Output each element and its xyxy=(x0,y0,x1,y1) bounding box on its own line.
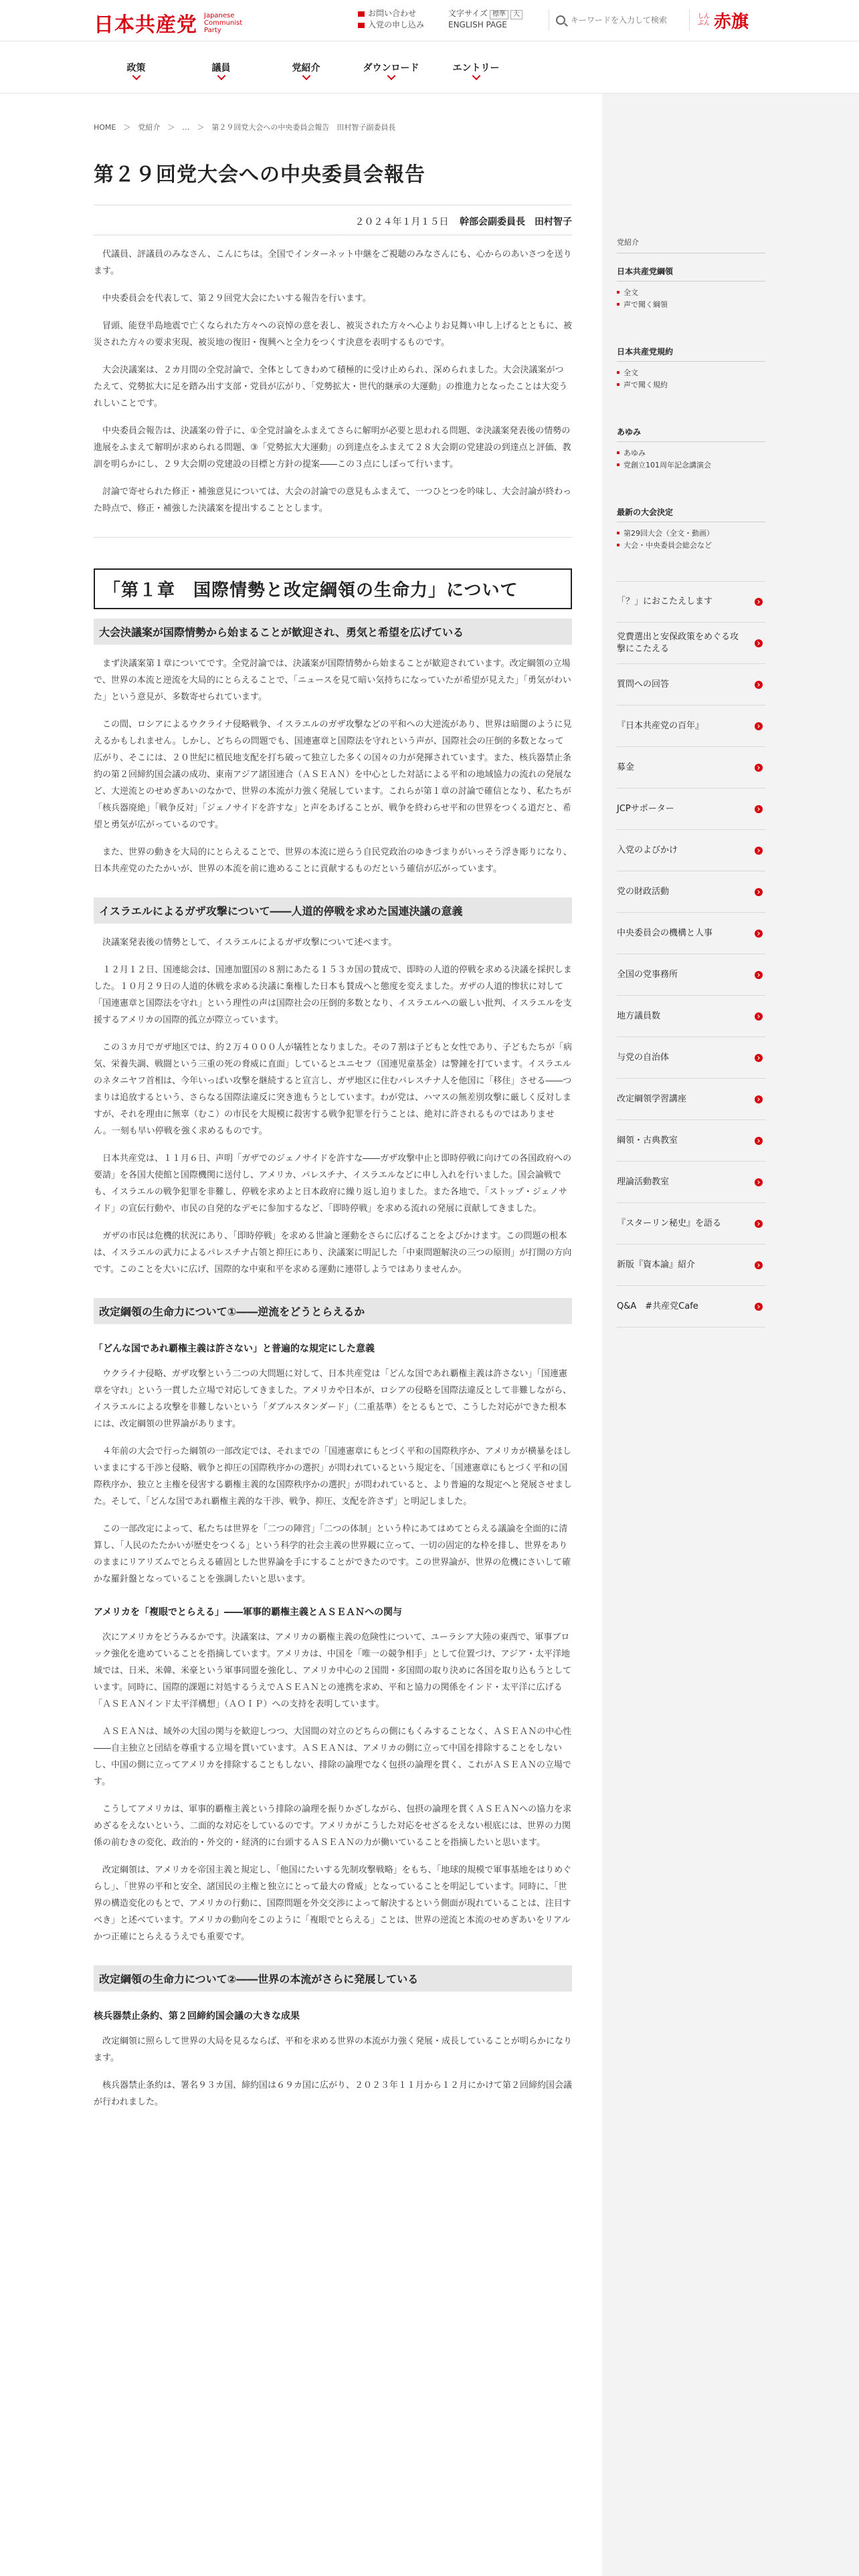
link-label: 党の財政活動 xyxy=(617,886,670,897)
sidebar-link[interactable]: 全文 xyxy=(617,367,765,379)
logo-text: 日本共産党 xyxy=(94,13,197,37)
sidebar-section-title[interactable]: 日本共産党綱領 xyxy=(617,265,765,282)
english-page-link[interactable]: ENGLISH PAGE xyxy=(448,20,507,29)
chapter-heading: 「第１章 国際情勢と改定綱領の生命力」について xyxy=(94,568,572,609)
contact-label: お問い合わせ xyxy=(368,9,417,18)
section-heading: 改定綱領の生命力について②――世界の本流がさらに発展している xyxy=(94,1965,572,1992)
link-label: 地方議員数 xyxy=(617,1010,661,1021)
chevron-right-icon xyxy=(755,1220,763,1228)
paragraph: ＡＳＥＡＮは、域外の大国の関与を歓迎しつつ、大国間の対立のどちらの側にもくみすることなく、ＡＳＥＡＮの中心性――自主独立と団結を尊重する立場を貫いています。ＡＳＥＡＮは、アメリカの側に立って中国を排除することをしないし、中国の側に立ってアメリカを排除することもしない、排除の論理でなく包摂の論理を貫く、これがＡＳＥＡＮの立場です。 xyxy=(94,1727,572,1787)
sidebar-link-item[interactable] xyxy=(617,1079,765,1120)
sidebar-link-item[interactable] xyxy=(617,664,765,706)
paragraph: また、世界の動きを大局的にとらえることで、世界の本流に逆らう自民党政治のゆきづまりがいっそう浮き彫りになり、日本共産党のたたかいが、世界の本流を前に進めることに貢献するものだという確信が広がっています。 xyxy=(94,847,572,874)
sidebar-section-title[interactable]: 最新の大会決定 xyxy=(617,506,765,522)
logo-sub-line: Communist xyxy=(204,19,243,27)
sidebar-link-item[interactable] xyxy=(617,1037,765,1079)
chevron-right-icon xyxy=(755,681,763,689)
font-size-control xyxy=(448,8,522,31)
page-title: 第２９回党大会への中央委員会報告 xyxy=(94,163,425,187)
link-label: 入党のよびかけ xyxy=(617,845,678,855)
paragraph: この３カ月でガザ地区では、約２万４０００人が犠牲となりました。その７割は子どもと女性であり、子どもたちが「病気、栄養失調、戦闘という三重の死の脅威に直面」しているとユニセフ（国連児童基金）は警鐘を打ています。イスラエルのネタニヤフ首相は、今年いっぱい攻撃を継続すると宣言し、ガザ地区に住むパレスチナ人を他国に「移住」させる――つまりは追放するという、さらなる国際法違反に突き進もうとしています。わが党は、ハマスの無差別攻撃に厳しく反対しますが、それを理由に無辜（むこ）の市民を大規模に殺害する戦争犯罪を行うことは、絶対に許されるものではありません。一刻も早い停戦を強く求めるものです。 xyxy=(94,1043,573,1136)
paragraph: 改定綱領に照らして世界の大局を見るならば、平和を求める世界の本流が力強く発展・成長していることが明らかになります。 xyxy=(94,2036,573,2063)
breadcrumb[interactable]: HOME ＞ 党紹介 ＞ … ＞ 第２９回党大会への中央委員会報告 田村智子副委員長 xyxy=(94,123,396,132)
sidebar-link[interactable]: 大会・中央委員会総会など xyxy=(617,540,765,552)
chevron-right-icon xyxy=(755,971,763,979)
paragraph: 核兵器禁止条約は、署名９３カ国、締約国は６９カ国に広がり、２０２３年１１月から１２月にかけて第２回締約国会議が行われました。 xyxy=(94,2080,573,2107)
sidebar-link[interactable]: 第29回大会（全文・動画） xyxy=(617,528,765,540)
chevron-right-icon xyxy=(755,1178,763,1186)
sidebar xyxy=(617,94,765,1327)
sidebar-link-item[interactable] xyxy=(617,1245,765,1286)
font-size-standard-button[interactable]: 標準 xyxy=(490,10,508,19)
sidebar-section xyxy=(617,346,765,391)
paragraph: こうしてアメリカは、軍事的覇権主義という排除の論理を振りかざしながら、包摂の論理を貫くＡＳＥＡＮへの協力を求めざるをえないという、二面的な対応をしているのです。アメリカがこうした対応をせざるをえない根底には、世界の力関係の前むきの変化、政治的・外交的・経済的に台頭するＡＳＥＡＮの力が働いていることを指摘したいと思います。 xyxy=(94,1804,572,1848)
main-content xyxy=(94,94,572,2111)
sidebar-link-item[interactable] xyxy=(617,706,765,747)
sidebar-link-item[interactable] xyxy=(617,871,765,913)
chevron-right-icon xyxy=(755,1012,763,1021)
logo-sub-line: Japanese xyxy=(204,11,235,19)
mail-icon xyxy=(358,11,365,17)
sidebar-heading: 党紹介 xyxy=(617,237,765,253)
section-heading: イスラエルによるガザ攻撃について――人道的停戦を求めた国連決議の意義 xyxy=(94,897,572,924)
chevron-right-icon xyxy=(755,598,763,606)
section-heading: 大会決議案が国際情勢から始まることが歓迎され、勇気と希望を広げている xyxy=(94,619,572,645)
sidebar-link-item[interactable] xyxy=(617,996,765,1037)
sidebar-section-title[interactable]: 日本共産党規約 xyxy=(617,346,765,362)
article-meta xyxy=(94,215,572,228)
sidebar-link[interactable]: 声で聞く綱領 xyxy=(617,299,765,311)
sidebar-link-item[interactable] xyxy=(617,1286,765,1327)
paragraph: 中央委員会を代表して、第２９回党大会にたいする報告を行います。 xyxy=(102,294,371,304)
link-label: 新版『資本論』紹介 xyxy=(617,1259,696,1270)
sidebar-section xyxy=(617,426,765,471)
chevron-right-icon xyxy=(755,888,763,896)
sidebar-link-list xyxy=(617,581,765,1327)
sidebar-link-item[interactable] xyxy=(617,788,765,830)
sidebar-section xyxy=(617,265,765,311)
mail-icon xyxy=(358,23,365,28)
subsection-heading: アメリカを「複眼でとらえる」――軍事的覇権主義とＡＳＥＡＮへの関与 xyxy=(94,1607,403,1618)
sidebar-link-item[interactable] xyxy=(617,830,765,871)
chevron-right-icon xyxy=(755,1095,763,1103)
sidebar-link-item[interactable] xyxy=(617,1120,765,1162)
nav-about[interactable]: 党紹介 xyxy=(264,41,349,94)
chevron-right-icon xyxy=(755,847,763,855)
join-label: 入党の申し込み xyxy=(368,20,425,29)
search-icon[interactable] xyxy=(556,15,565,25)
sidebar-link-item[interactable] xyxy=(617,623,765,664)
paragraph: 改定綱領は、アメリカを帝国主義と規定し、「他国にたいする先制攻撃戦略」をもち、「地球的規模で軍事基地をはりめぐらし」、「世界の平和と安全、諸国民の主権と独立にとって最大の脅威」となっていることを明記しています。同時に、「世界の構造変化のもとで、アメリカの行動に、国際問題を外交交渉によって解決するという側面が現れていることは、注目すべき」と述べています。アメリカの動向をこのように「複眼でとらえる」ことは、世界の逆流と本流のせめぎあいをリアルかつ正確にとらえるうえでも重要です。 xyxy=(94,1865,572,1942)
sidebar-link-item[interactable] xyxy=(617,913,765,954)
paragraph: ガザの市民は危機的状況にあり、「即時停戦」を求める世論と運動をさらに広げることをよびかけます。この問題の根本は、イスラエルの武力によるパレスチナ占領と抑圧にあり、決議案に明記した「中東問題解決の三つの原則」が打開の方向です。このことを大いに広げ、国際的な中東和平を求める運動に連帯しようではありませんか。 xyxy=(94,1231,572,1275)
paragraph: まず決議案第１章についてです。全党討論では、決議案が国際情勢から始まることが歓迎されています。改定綱領の立場で、世界の本流と逆流を大局的にとらえることで、「ニュースを見て暗い気持ちになっていたが希望が見えた」「勇気がわいた」という意見が、多数寄せられています。 xyxy=(94,659,571,702)
join-link[interactable] xyxy=(358,19,424,31)
sidebar-link[interactable]: 党創立101周年記念講演会 xyxy=(617,459,765,471)
font-size-large-button[interactable]: 大 xyxy=(510,10,522,19)
chevron-right-icon xyxy=(755,930,763,938)
paragraph: 代議員、評議員のみなさん、こんにちは。全国でインターネット中継をご視聴のみなさんにも、心からのあいさつを送ります。 xyxy=(94,249,572,276)
sidebar-section-title[interactable]: あゆみ xyxy=(617,426,765,442)
font-size-label: 文字サイズ xyxy=(448,9,488,18)
link-label: 党費選出と安保政策をめぐる攻撃にこたえる xyxy=(617,631,739,654)
akahata-link[interactable] xyxy=(689,9,749,31)
sidebar-link[interactable]: 全文 xyxy=(617,287,765,299)
paragraph: 大会決議案は、２カ月間の全党討論で、全体としてきわめて積極的に受け止められ、深められました。大会決議案がつたえて、党勢拡大に足を踏み出す支部・党員が広がり、「党勢拡大・世代的継承の大運動」の推進力となったことは大変うれしいことです。 xyxy=(94,365,568,409)
contact-link[interactable] xyxy=(358,8,424,19)
link-label: 理論活動教室 xyxy=(617,1176,670,1187)
site-header xyxy=(0,0,859,41)
sidebar-link-item[interactable] xyxy=(617,1203,765,1245)
link-label: 全国の党事務所 xyxy=(617,969,678,980)
paragraph: １２月１２日、国連総会は、国連加盟国の８割にあたる１５３カ国の賛成で、即時の人道的停戦を求める決議を採択しました。１０月２９日の人道的休戦を求める決議に棄権した日本も賛成へと態度を変えました。ガザの人道的惨状に対して「国連憲章と国際法を守れ」という理性の声は国際社会の圧倒的多数となり、イスラエルへの厳しい批判、イスラエルを支援するアメリカの国際的孤立が際立っています。 xyxy=(94,965,572,1025)
search-box xyxy=(549,9,682,31)
link-label: 質問への回答 xyxy=(617,679,670,689)
link-label: Q&A #共産党Cafe xyxy=(617,1301,698,1311)
nav-policy[interactable]: 政策 xyxy=(94,41,179,94)
link-label: 与党の自治体 xyxy=(617,1052,670,1063)
sidebar-link-item[interactable] xyxy=(617,1162,765,1203)
akahata-logo: 赤旗 xyxy=(714,11,749,32)
paragraph: 討論で寄せられた修正・補強意見については、大会の討論での意見もふまえて、一つひとつを吟味し、大会討論が終わった時点で、修正・補強した決議案を提出することとします。 xyxy=(94,487,572,514)
logo-subtitle xyxy=(204,12,242,34)
utility-links xyxy=(358,8,424,31)
link-label: JCPサポーター xyxy=(617,803,674,814)
link-label: 改定綱領学習講座 xyxy=(617,1093,687,1104)
article-author: 幹部会副委員長 田村智子 xyxy=(460,217,572,227)
logo-sub-line: Party xyxy=(204,26,221,34)
chevron-right-icon xyxy=(755,805,763,813)
paragraph: 日本共産党は、１１月６日、声明「ガザでのジェノサイドを許すな――ガザ攻撃中止と即時停戦に向けての各国政府への要請」を各国大使館と国際機関に送付し、アメリカ、パレスチナ、イスラエルなどに申し入れを行いました。国会論戦でも、イスラエルの戦争犯罪を非難し、停戦を求めよと日本政府に繰り返し迫りました。また各地で、「ストップ・ジェノサイド」の宣伝行動や、市民の自発的なデモに参加するなど、「即時停戦」を求める流れの発展に貢献してきました。 xyxy=(94,1154,572,1214)
divider xyxy=(94,537,572,538)
link-label: 『スターリン秘史』を語る xyxy=(617,1218,722,1228)
subsection-heading: 「どんな国であれ覇権主義は許さない」と普遍的な規定にした意義 xyxy=(94,1344,375,1354)
paragraph: 冒頭、能登半島地震で亡くなられた方々への哀悼の意を表し、被災された方々へ心よりお見舞い申し上げるとともに、被災された方々の要求実現、被災地の復旧・復興へと全力をつくす決意を表明するものです。 xyxy=(94,321,573,348)
link-label: 募金 xyxy=(617,762,635,772)
chevron-right-icon xyxy=(755,639,763,647)
paragraph: この間、ロシアによるウクライナ侵略戦争、イスラエルのガザ攻撃などの平和への大逆流があり、世界は暗闇のように見えるかもしれません。しかし、どちらの問題でも、国連憲章と国際法を守れという声が、国際社会の圧倒的多数となって広がり、そこには、２０世紀に植民地支配を打ち破って独立した多くの国々の力が発揮されています。また、核兵器禁止条約の第２回締約国会議の成功、東南アジア諸国連合（ＡＳＥＡＮ）を中心とした対話による平和の地域協力の流れの発展など、大逆流とのせめぎあいのなかで、世界の本流が力強く発展しています。これらが第１章の討論で確信となり、私たちが「核兵器廃絶」「戦争反対」「ジェノサイドを許すな」と声をあげることが、戦争を終わらせ平和の世界をつくる道だと、希望と勇気が広がっているのです。 xyxy=(94,720,572,830)
article-date: ２０２４年１月１５日 xyxy=(355,217,449,227)
link-label: 中央委員会の機構と人事 xyxy=(617,928,713,938)
chevron-right-icon xyxy=(755,764,763,772)
site-logo[interactable] xyxy=(94,8,242,37)
paragraph: 中央委員会報告は、決議案の骨子に、①全党討論をふまえてさらに解明が必要と思われる問題、②決議案発表後の情勢の進展をふまえて解明が求められる問題、③「党勢拡大大運動」の到達点をふまえて２８大会期の党建設の到達点と評価、教訓を明らかにし、２９大会期の党建設の目標と方針の提案――この３点にしぼって行います。 xyxy=(94,426,571,469)
link-label: 綱領・古典教室 xyxy=(617,1135,678,1146)
nav-entry[interactable]: エントリー xyxy=(434,41,518,94)
subsection-heading: 核兵器禁止条約、第２回締約国会議の大きな成果 xyxy=(94,2011,300,2022)
sidebar-link[interactable]: 声で聞く規約 xyxy=(617,379,765,391)
sidebar-link-item[interactable] xyxy=(617,954,765,996)
chevron-right-icon xyxy=(755,1137,763,1145)
paragraph: 決議案発表後の情勢として、イスラエルによるガザ攻撃について述べます。 xyxy=(102,938,397,948)
paragraph: 次にアメリカをどうみるかです。決議案は、アメリカの覇権主義の危険性について、ユーラシア大陸の東西で、軍事ブロック強化を進めていることを指摘しています。アメリカは、中国を「唯一の競争相手」として位置づけ、アジア・太平洋地域では、日米、米韓、米豪という軍事同盟を強化し、アメリカ中心の２国間・多国間の取り決めに各国を取り込もうとしています。同時に、国際的課題に対処するうえでＡＳＥＡＮとの連携を求め、平和と協力の関係をインド・太平洋に広げる「ＡＳＥＡＮインド太平洋構想」（ＡＯＩＰ）への支持を表明しています。 xyxy=(94,1632,572,1709)
paragraph: この一部改定によって、私たちは世界を「二つの陣営」「二つの体制」という枠にあてはめてとらえる議論を全面的に清算し、「人民のたたかいが歴史をつくる」という科学的社会主義の世界観に立って、一切の固定的な枠を排し、世界をありのままにリアリズムでとらえる確固とした世界論を手にすることができたのです。この世界論が、世界の危機にさいして確かな羅針盤となっていることを強調したいと思います。 xyxy=(94,1524,571,1584)
paragraph: ４年前の大会で行った綱領の一部改定では、それまでの「国連憲章にもとづく平和の国際秩序か、アメリカが横暴をほしいままにする干渉と侵略、戦争と抑圧の国際秩序かの選択」が問われているという規定を、「国連憲章にもとづく平和の国際秩序か、独立と主権を侵害する覇権主義的な国際秩序かの選択」が問われていると、より普遍的な規定へと発展させました。そして、「どんな国であれ覇権主義的な干渉、戦争、抑圧、支配を許さず」と明記しました。 xyxy=(94,1446,573,1507)
chevron-right-icon xyxy=(755,1054,763,1062)
nav-members[interactable]: 議員 xyxy=(179,41,264,94)
chevron-right-icon xyxy=(755,1303,763,1311)
akahata-small-label: しんぶん xyxy=(698,13,710,27)
section-heading: 改定綱領の生命力について①――逆流をどうとらえるか xyxy=(94,1298,572,1324)
sidebar-link-item[interactable] xyxy=(617,581,765,623)
sidebar-link[interactable]: あゆみ xyxy=(617,447,765,459)
chevron-right-icon xyxy=(755,722,763,730)
sidebar-link-item[interactable] xyxy=(617,747,765,788)
sidebar-section xyxy=(617,506,765,552)
nav-download[interactable]: ダウンロード xyxy=(349,41,434,94)
link-label: 『日本共産党の百年』 xyxy=(617,720,704,731)
paragraph: ウクライナ侵略、ガザ攻撃という二つの大問題に対して、日本共産党は「どんな国であれ覇権主義は許さない」「国連憲章を守れ」という一貫した立場で対応してきました。アメリカや日本が、ロシアの侵略を国際法違反として非難しながら、イスラエルによる攻撃を非難しないという「ダブルスタンダード」（二重基準）をとるもとで、こうした対応ができた根本には、改定綱領の世界論があります。 xyxy=(94,1369,572,1429)
chevron-right-icon xyxy=(755,1261,763,1269)
search-input[interactable] xyxy=(571,15,678,25)
global-nav xyxy=(0,41,859,94)
link-label: 「？」におこたえします xyxy=(617,597,713,607)
